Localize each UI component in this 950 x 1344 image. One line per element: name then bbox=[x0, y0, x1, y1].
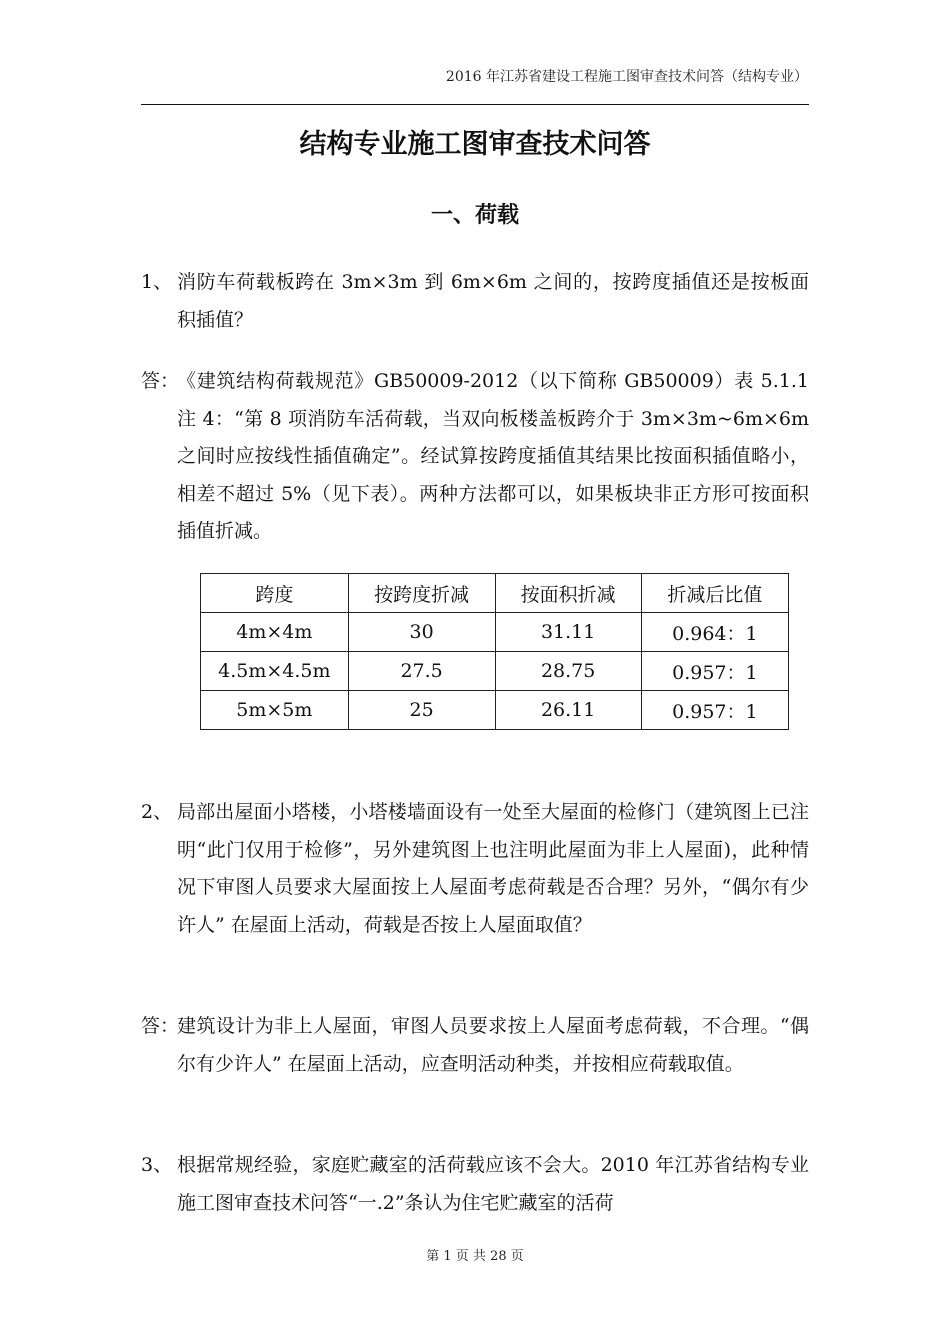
document-title: 结构专业施工图审查技术问答 bbox=[299, 129, 651, 160]
table-cell: 4m×4m bbox=[201, 613, 349, 652]
answer-1 bbox=[141, 363, 809, 551]
answer-2 bbox=[141, 1008, 809, 1083]
page-footer: 第 1 页 共 28 页 bbox=[426, 1249, 524, 1264]
question-number: 3、 bbox=[141, 1154, 173, 1176]
table-row bbox=[201, 652, 789, 691]
answer-text: 《建筑结构荷载规范》GB50009-2012（以下简称 GB50009）表 5.1.1 注 4：“第 8 项消防车活荷载，当双向板楼盖板跨介于 3m×3m~6m×6m 之间时应按线性插值确定”。经试算按跨度插值其结果比按面积插值略小，相差不超过 5%（见下表）。两种方法都可以，如果板块非正方形可按面积插值折减。 bbox=[177, 370, 809, 543]
table-cell: 31.11 bbox=[495, 613, 641, 652]
table-cell: 26.11 bbox=[495, 691, 641, 730]
table-row bbox=[201, 691, 789, 730]
table-header-cell: 折减后比值 bbox=[641, 574, 788, 613]
table-cell: 0.957：1 bbox=[641, 691, 788, 730]
question-number: 1、 bbox=[141, 271, 173, 293]
answer-text: 建筑设计为非上人屋面，审图人员要求按上人屋面考虑荷载，不合理。“偶尔有少许人” 在屋面上活动，应查明活动种类，并按相应荷载取值。 bbox=[177, 1015, 809, 1075]
question-text: 消防车荷载板跨在 3m×3m 到 6m×6m 之间的，按跨度插值还是按板面积插值？ bbox=[177, 271, 809, 331]
table-cell: 28.75 bbox=[495, 652, 641, 691]
answer-label: 答： bbox=[141, 370, 180, 392]
table-cell: 30 bbox=[348, 613, 495, 652]
table-cell: 25 bbox=[348, 691, 495, 730]
question-number: 2、 bbox=[141, 801, 173, 823]
table-row bbox=[201, 613, 789, 652]
table-cell: 0.957：1 bbox=[641, 652, 788, 691]
section-heading: 一、荷载 bbox=[430, 203, 519, 228]
header-divider bbox=[141, 104, 809, 105]
question-text: 局部出屋面小塔楼，小塔楼墙面设有一处至大屋面的检修门（建筑图上已注明“此门仅用于检修”，另外建筑图上也注明此屋面为非上人屋面)，此种情况下审图人员要求大屋面按上人屋面考虑荷载是否合理？另外，“偶尔有少许人” 在屋面上活动，荷载是否按上人屋面取值？ bbox=[177, 801, 809, 936]
answer-label: 答： bbox=[141, 1015, 180, 1037]
question-1 bbox=[141, 264, 809, 339]
table-cell: 27.5 bbox=[348, 652, 495, 691]
table-header-cell: 按面积折减 bbox=[495, 574, 641, 613]
reduction-table bbox=[200, 573, 789, 730]
question-3 bbox=[141, 1147, 809, 1222]
question-text: 根据常规经验，家庭贮藏室的活荷载应该不会大。2010 年江苏省结构专业施工图审查技术问答“一.2”条认为住宅贮藏室的活荷 bbox=[177, 1154, 809, 1214]
table-header-row bbox=[201, 574, 789, 613]
running-header: 2016 年江苏省建设工程施工图审查技术问答（结构专业） bbox=[445, 69, 808, 85]
question-2 bbox=[141, 794, 809, 944]
table-cell: 4.5m×4.5m bbox=[201, 652, 349, 691]
table-cell: 0.964：1 bbox=[641, 613, 788, 652]
table-cell: 5m×5m bbox=[201, 691, 349, 730]
table-header-cell: 按跨度折减 bbox=[348, 574, 495, 613]
table-header-cell: 跨度 bbox=[201, 574, 349, 613]
